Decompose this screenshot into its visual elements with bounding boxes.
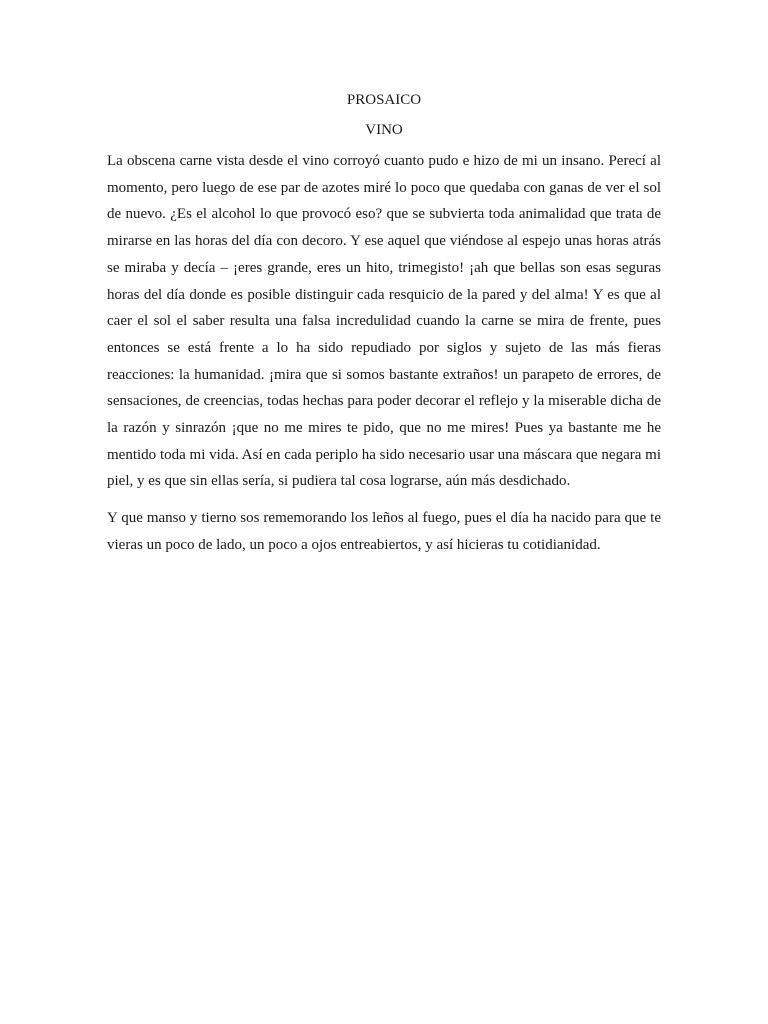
section-title: PROSAICO [346,92,422,108]
document-page [107,88,661,569]
paragraph-2: Y que manso y tierno sos rememorando los leños al fuego, pues el día ha nacido para que te vieras un poco de lado, un poco a ojos entreabiertos, y así hicieras tu cotidianidad. [107,510,661,553]
paragraph-1: La obscena carne vista desde el vino corroyó cuanto pudo e hizo de mi un insano. Perecí al momento, pero luego de ese par de azotes miré lo poco que quedaba con ganas de ver el sol de nuevo. ¿Es el alcohol lo que provocó eso? que se subvierta toda animalidad que trata de mirarse en las horas del día con decoro. Y ese aquel que viéndose al espejo unas horas atrás se miraba y decía – ¡eres grande, eres un hito, trimegisto! ¡ah que bellas son esas seguras horas del día donde es posible distinguir cada resquicio de la pared y del alma! Y es que al caer el sol el saber resulta una falsa incredulidad cuando la carne se mira de frente, pues entonces se está frente a lo ha sido repudiado por siglos y sujeto de las más fieras reacciones: la humanidad. ¡mira que si somos bastante extraños! un parapeto de errores, de sensaciones, de creencias, todas hechas para poder decorar el reflejo y la miserable dicha de la razón y sinrazón ¡que no me mires te pido, que no me mires! Pues ya bastante me he mentido toda mi vida. Así en cada periplo ha sido necesario usar una máscara que negara mi piel, y es que sin ellas sería, si pudiera tal cosa lograrse, aún más desdichado. [107,153,661,490]
piece-title: VINO [365,122,403,138]
